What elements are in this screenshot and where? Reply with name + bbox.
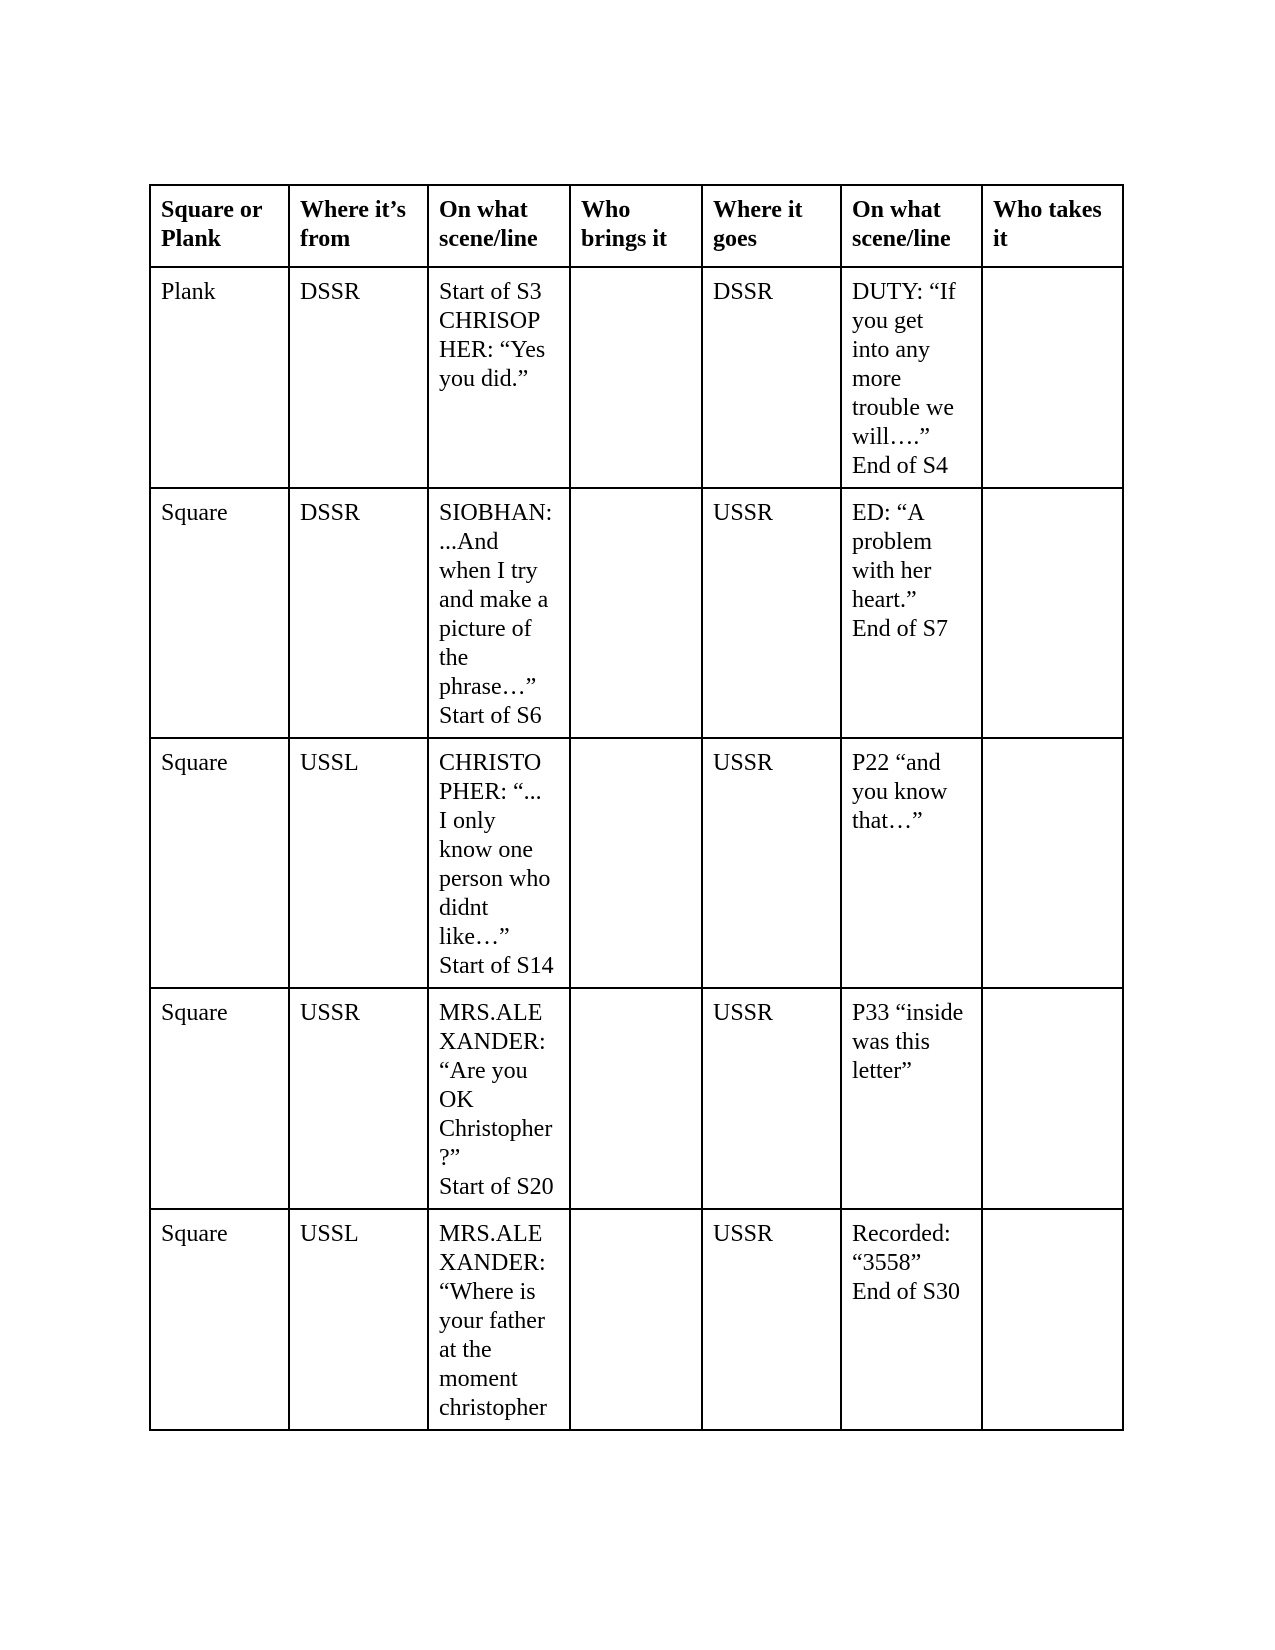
table-row xyxy=(150,488,1123,738)
header-who-takes xyxy=(982,185,1123,267)
cell-line: Start of S20 xyxy=(439,1174,554,1200)
cell-who-takes xyxy=(982,267,1123,488)
cell-line: you get xyxy=(852,308,924,334)
cell-who-takes xyxy=(982,1209,1123,1430)
cell-where-goes: USSR xyxy=(702,738,841,988)
cell-off-scene-line xyxy=(841,488,982,738)
cell-line: ...And xyxy=(439,529,499,555)
cell-line: into any xyxy=(852,337,930,363)
cell-line: moment xyxy=(439,1366,518,1392)
cell-line: that…” xyxy=(852,808,923,834)
cell-off-scene-line xyxy=(841,738,982,988)
cell-where-from: USSR xyxy=(289,988,428,1209)
cell-line: ?” xyxy=(439,1145,461,1171)
cell-line: when I try xyxy=(439,558,538,584)
cell-line: heart.” xyxy=(852,587,917,613)
cell-line: more xyxy=(852,366,902,392)
cell-square-or-plank: Plank xyxy=(150,267,289,488)
cell-line: christopher xyxy=(439,1395,547,1421)
header-text: Who xyxy=(581,197,631,223)
cell-where-from: DSSR xyxy=(289,267,428,488)
header-text: from xyxy=(300,226,351,252)
cell-who-brings xyxy=(570,738,702,988)
cell-on-scene-line xyxy=(428,1209,570,1430)
cell-line: at the xyxy=(439,1337,492,1363)
cell-off-scene-line xyxy=(841,267,982,488)
cell-line: Start of S14 xyxy=(439,953,554,979)
header-text: it xyxy=(993,226,1008,252)
cell-where-goes: USSR xyxy=(702,1209,841,1430)
header-where-goes xyxy=(702,185,841,267)
cell-line: and make a xyxy=(439,587,549,613)
header-text: scene/line xyxy=(852,226,951,252)
header-text: brings it xyxy=(581,226,668,252)
header-text: Who takes xyxy=(993,197,1102,223)
cell-line: “3558” xyxy=(852,1250,922,1276)
cell-line: you know xyxy=(852,779,948,805)
cell-line: I only xyxy=(439,808,496,834)
cell-who-takes xyxy=(982,488,1123,738)
cell-on-scene-line xyxy=(428,738,570,988)
cell-where-goes: DSSR xyxy=(702,267,841,488)
header-text: goes xyxy=(713,226,757,252)
cell-where-goes: USSR xyxy=(702,988,841,1209)
cell-line: Start of S6 xyxy=(439,703,542,729)
header-text: On what xyxy=(852,197,941,223)
header-off-scene-line xyxy=(841,185,982,267)
scenery-cue-table xyxy=(149,184,1124,1431)
header-square-or-plank xyxy=(150,185,289,267)
header-text: On what xyxy=(439,197,528,223)
cell-line: “Where is xyxy=(439,1279,536,1305)
cell-line: the xyxy=(439,645,469,671)
cell-line: problem xyxy=(852,529,932,555)
cell-line: HER: “Yes xyxy=(439,337,546,363)
cell-where-from: USSL xyxy=(289,1209,428,1430)
cell-square-or-plank: Square xyxy=(150,488,289,738)
header-text: Where it’s xyxy=(300,197,406,223)
cell-who-brings xyxy=(570,1209,702,1430)
cell-who-brings xyxy=(570,988,702,1209)
header-text: Square or xyxy=(161,197,263,223)
cell-line: was this xyxy=(852,1029,930,1055)
cell-line: MRS.ALE xyxy=(439,1000,543,1026)
cell-who-brings xyxy=(570,488,702,738)
cell-line: ED: “A xyxy=(852,500,925,526)
cell-line: P33 “inside xyxy=(852,1000,964,1026)
table-row xyxy=(150,738,1123,988)
table-header-row xyxy=(150,185,1123,267)
cell-line: Recorded: xyxy=(852,1221,951,1247)
cell-line: Christopher xyxy=(439,1116,553,1142)
cell-line: with her xyxy=(852,558,932,584)
header-where-from xyxy=(289,185,428,267)
cell-who-brings xyxy=(570,267,702,488)
cell-line: phrase…” xyxy=(439,674,537,700)
cell-where-from: USSL xyxy=(289,738,428,988)
cell-line: person who xyxy=(439,866,551,892)
cell-line: picture of xyxy=(439,616,532,642)
cell-line: End of S30 xyxy=(852,1279,960,1305)
cell-on-scene-line xyxy=(428,988,570,1209)
cell-square-or-plank: Square xyxy=(150,988,289,1209)
header-text: Where it xyxy=(713,197,803,223)
cell-off-scene-line xyxy=(841,1209,982,1430)
table-body xyxy=(150,267,1123,1430)
table-row xyxy=(150,267,1123,488)
cell-where-goes: USSR xyxy=(702,488,841,738)
header-on-scene-line xyxy=(428,185,570,267)
cell-where-from: DSSR xyxy=(289,488,428,738)
cell-line: CHRISOP xyxy=(439,308,541,334)
cell-line: DUTY: “If xyxy=(852,279,956,305)
cell-line: CHRISTO xyxy=(439,750,542,776)
cell-line: like…” xyxy=(439,924,510,950)
cell-line: End of S4 xyxy=(852,453,948,479)
cell-line: XANDER: xyxy=(439,1029,546,1055)
cell-line: SIOBHAN: xyxy=(439,500,553,526)
cell-square-or-plank: Square xyxy=(150,738,289,988)
cell-line: letter” xyxy=(852,1058,912,1084)
cell-line: End of S7 xyxy=(852,616,948,642)
header-text: Plank xyxy=(161,226,222,252)
cell-line: OK xyxy=(439,1087,474,1113)
header-who-brings xyxy=(570,185,702,267)
cell-on-scene-line xyxy=(428,488,570,738)
table-row xyxy=(150,1209,1123,1430)
cell-line: will….” xyxy=(852,424,930,450)
cell-on-scene-line xyxy=(428,267,570,488)
cell-who-takes xyxy=(982,988,1123,1209)
cell-line: you did.” xyxy=(439,366,529,392)
cell-line: P22 “and xyxy=(852,750,941,776)
cell-line: know one xyxy=(439,837,533,863)
cell-line: “Are you xyxy=(439,1058,528,1084)
table-row xyxy=(150,988,1123,1209)
header-text: scene/line xyxy=(439,226,538,252)
cell-line: trouble we xyxy=(852,395,954,421)
cell-line: XANDER: xyxy=(439,1250,546,1276)
cell-who-takes xyxy=(982,738,1123,988)
cell-line: Start of S3 xyxy=(439,279,542,305)
cell-line: PHER: “... xyxy=(439,779,542,805)
cell-off-scene-line xyxy=(841,988,982,1209)
cell-line: didnt xyxy=(439,895,489,921)
cell-line: MRS.ALE xyxy=(439,1221,543,1247)
cell-line: your father xyxy=(439,1308,545,1334)
cell-square-or-plank: Square xyxy=(150,1209,289,1430)
